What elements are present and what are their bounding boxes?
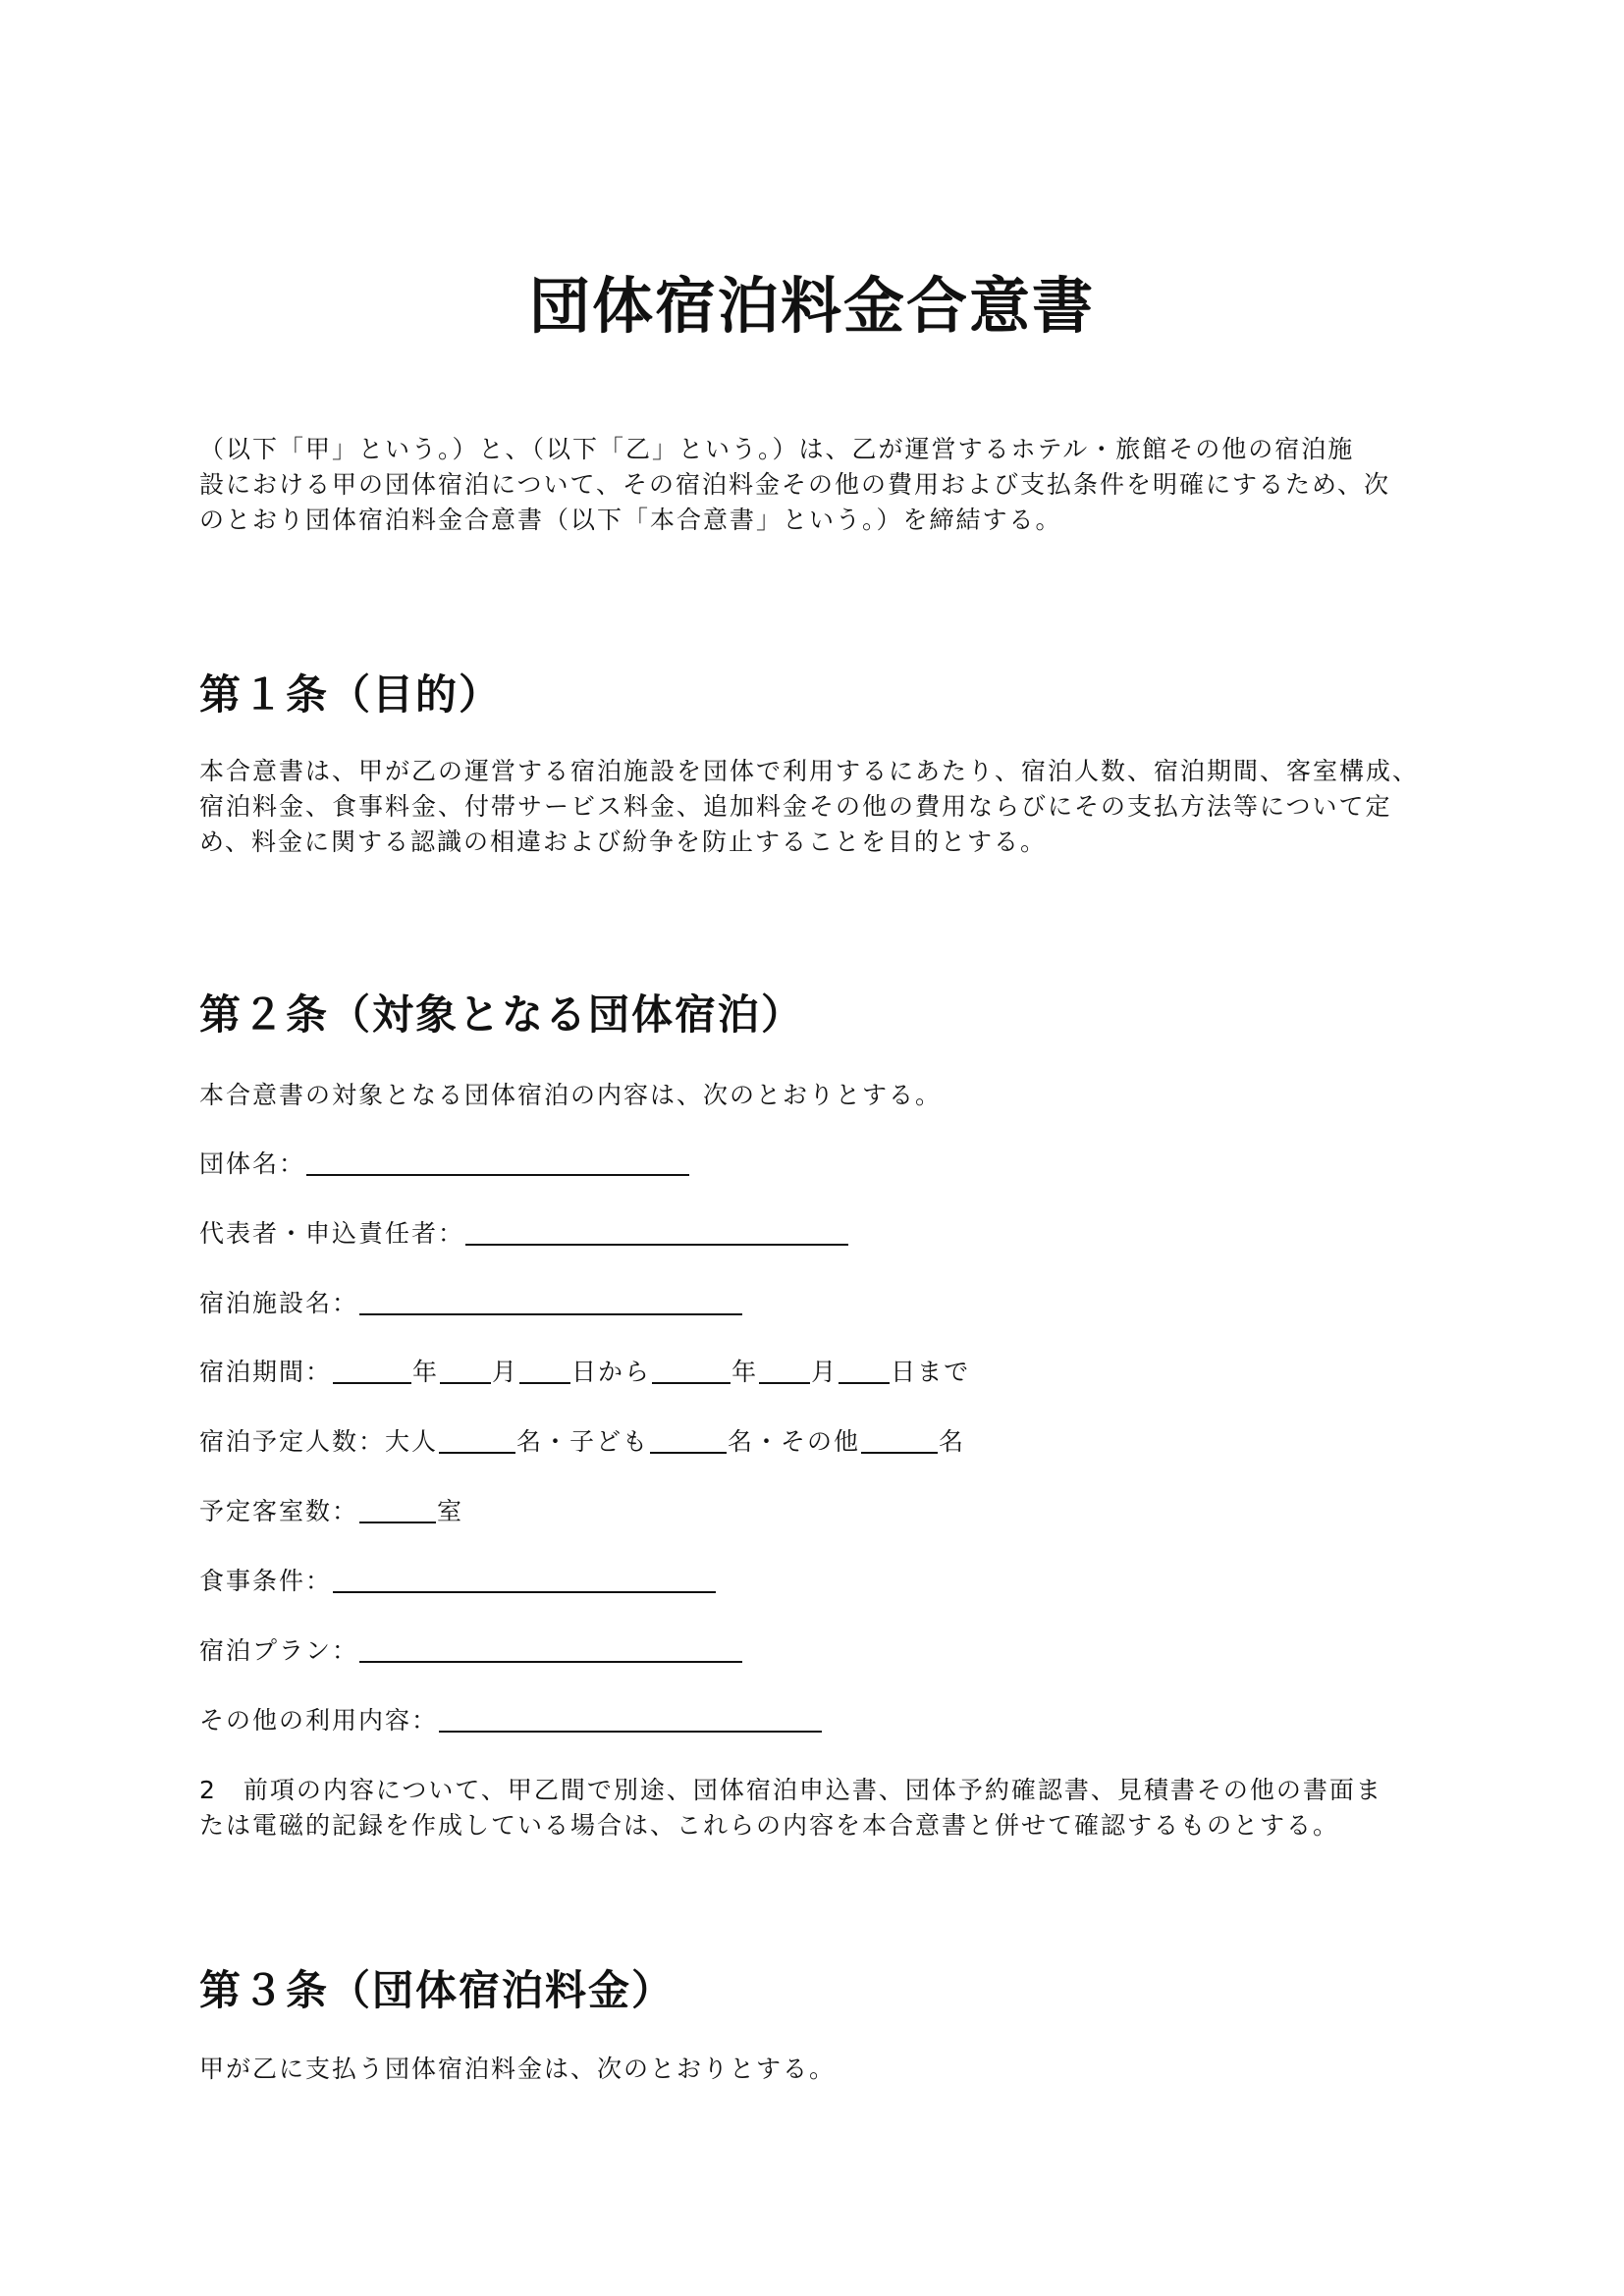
representative-field — [199, 1216, 849, 1252]
article-1-body — [199, 754, 1436, 860]
period-end-month-blank[interactable] — [759, 1355, 810, 1384]
article-3-heading: 第３条（団体宿泊料金） — [199, 1966, 676, 2014]
facility-label: 宿泊施設名： — [199, 1289, 359, 1317]
others-blank[interactable] — [861, 1424, 938, 1454]
guests-sep: 名・子ども — [516, 1427, 650, 1456]
group-name-label: 団体名： — [199, 1149, 306, 1178]
group-name-field — [199, 1147, 690, 1182]
article-1-line: 本合意書は、甲が乙の運営する宿泊施設を団体で利用するにあたり、宿泊人数、宿泊期間、客室構成、 — [199, 757, 1420, 785]
adults-blank[interactable] — [439, 1424, 515, 1454]
day-from-unit: 日から — [571, 1358, 652, 1386]
preamble-line: のとおり団体宿泊料金合意書（以下「本合意書」という。）を締結する。 — [199, 506, 1062, 534]
guests-field — [199, 1424, 965, 1460]
clause-2-line: たは電磁的記録を作成している場合は、これらの内容を本合意書と併せて確認するものとする。 — [199, 1811, 1340, 1840]
plan-field — [199, 1633, 743, 1669]
rooms-blank[interactable] — [359, 1494, 436, 1523]
period-start-month-blank[interactable] — [440, 1355, 491, 1384]
meals-blank[interactable] — [333, 1564, 716, 1593]
guests-end: 名 — [939, 1427, 966, 1456]
meals-label: 食事条件： — [199, 1567, 333, 1595]
facility-field — [199, 1286, 743, 1321]
period-end-year-blank[interactable] — [652, 1355, 731, 1384]
rooms-label: 予定客室数： — [199, 1497, 359, 1525]
plan-label: 宿泊プラン： — [199, 1636, 359, 1665]
plan-blank[interactable] — [359, 1633, 742, 1663]
article-3-intro: 甲が乙に支払う団体宿泊料金は、次のとおりとする。 — [199, 2055, 837, 2083]
preamble-line: 設における甲の団体宿泊について、その宿泊料金その他の費用および支払条件を明確にするため、次 — [199, 470, 1391, 499]
guests-sep2: 名・その他 — [728, 1427, 861, 1456]
preamble-paragraph — [199, 432, 1436, 538]
rooms-field — [199, 1494, 463, 1529]
clause-2-line: 2 前項の内容について、甲乙間で別途、団体宿泊申込書、団体予約確認書、見積書その他の書面ま — [199, 1776, 1382, 1804]
children-blank[interactable] — [650, 1424, 727, 1454]
rooms-unit: 室 — [437, 1497, 464, 1525]
article-1-heading: 第１条（目的） — [199, 670, 503, 719]
month-unit: 月 — [811, 1358, 839, 1386]
article-2-intro: 本合意書の対象となる団体宿泊の内容は、次のとおりとする。 — [199, 1081, 943, 1109]
meals-field — [199, 1564, 717, 1599]
period-end-day-blank[interactable] — [839, 1355, 890, 1384]
year-unit: 年 — [412, 1358, 440, 1386]
other-use-label: その他の利用内容： — [199, 1706, 439, 1735]
year-unit: 年 — [731, 1358, 759, 1386]
group-name-blank[interactable] — [306, 1147, 689, 1176]
article-2-heading: 第２条（対象となる団体宿泊） — [199, 990, 805, 1039]
article-1-line: め、料金に関する認識の相違および紛争を防止することを目的とする。 — [199, 828, 1048, 856]
other-use-blank[interactable] — [439, 1703, 822, 1733]
facility-blank[interactable] — [359, 1286, 742, 1315]
representative-label: 代表者・申込責任者： — [199, 1219, 465, 1248]
period-field — [199, 1355, 970, 1390]
period-start-year-blank[interactable] — [333, 1355, 411, 1384]
article-2-clause-2 — [199, 1773, 1436, 1843]
representative-blank[interactable] — [465, 1216, 848, 1246]
preamble-line: （以下「甲」という。）と、（以下「乙」という。）は、乙が運営するホテル・旅館その他の宿泊施 — [199, 435, 1355, 463]
month-unit: 月 — [492, 1358, 519, 1386]
day-to-unit: 日まで — [891, 1358, 971, 1386]
document-title: 団体宿泊料金合意書 — [528, 270, 1095, 342]
guests-label: 宿泊予定人数：大人 — [199, 1427, 439, 1456]
other-use-field — [199, 1703, 823, 1738]
period-start-day-blank[interactable] — [519, 1355, 570, 1384]
period-label: 宿泊期間： — [199, 1358, 333, 1386]
article-1-line: 宿泊料金、食事料金、付帯サービス料金、追加料金その他の費用ならびにその支払方法等について定 — [199, 792, 1392, 821]
